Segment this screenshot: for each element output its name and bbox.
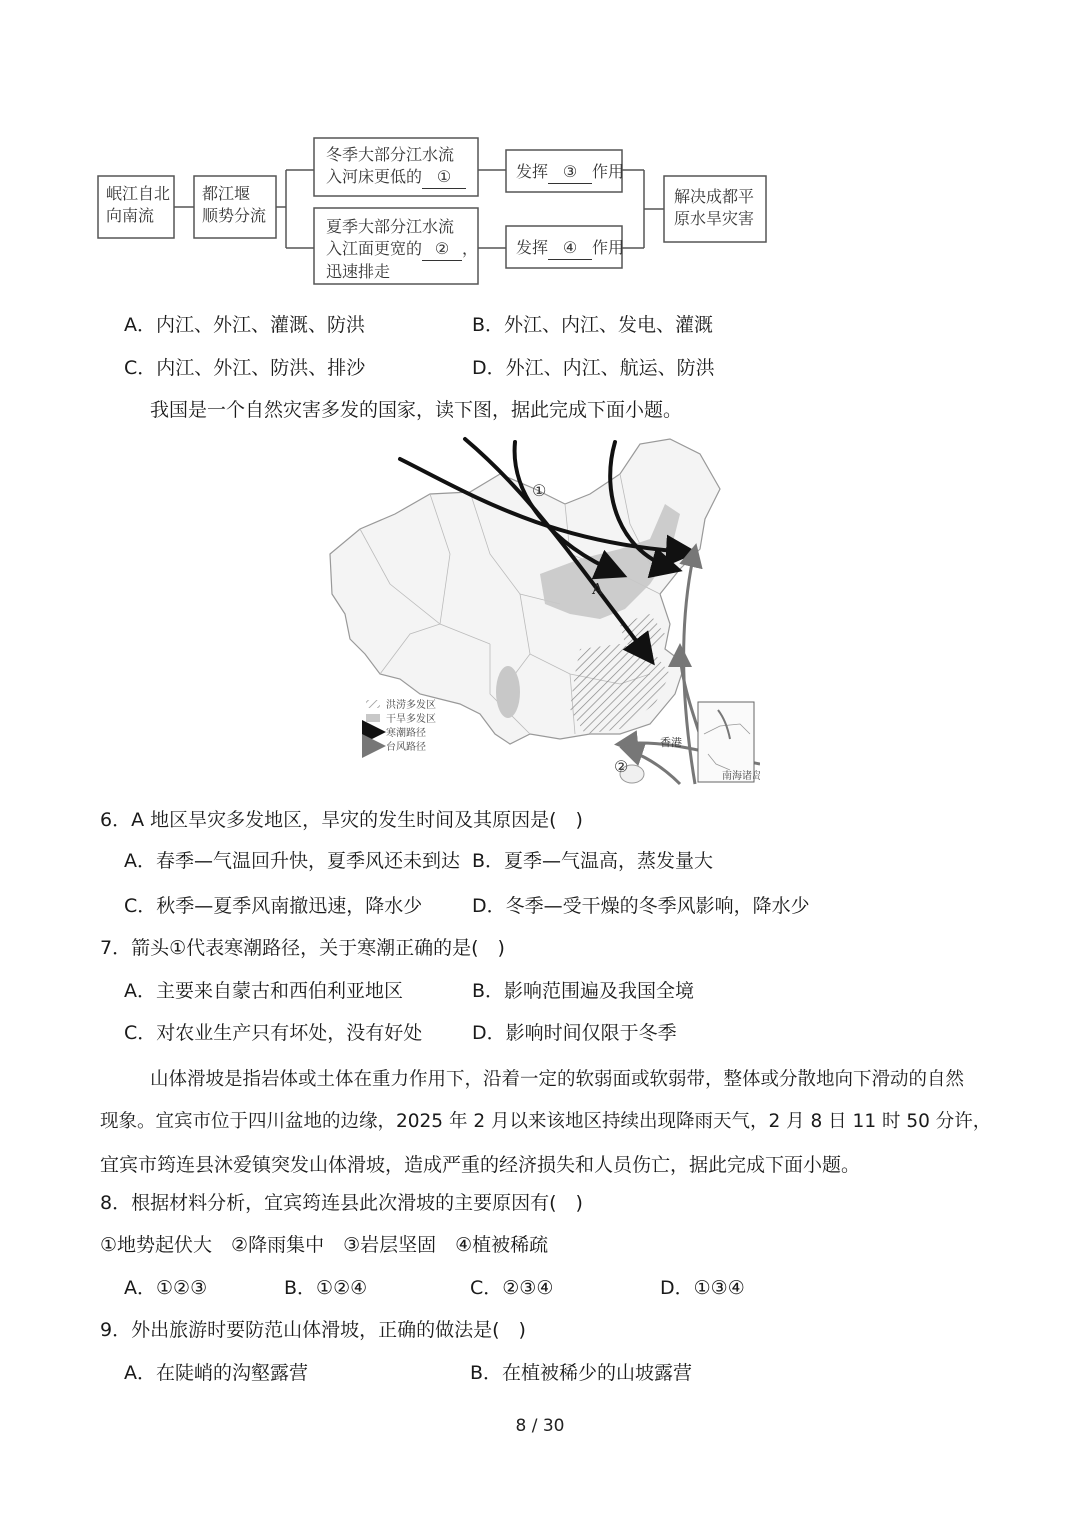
- page-number: 8 / 30: [515, 1416, 565, 1436]
- q9-option-a[interactable]: A．在陡峭的沟壑露营: [124, 1362, 308, 1384]
- landslide-intro-line-1: 山体滑坡是指岩体或土体在重力作用下，沿着一定的软弱面或软弱带，整体或分散地向下滑动的自然: [150, 1069, 965, 1090]
- inset-label: 南海诸岛: [722, 771, 760, 782]
- q7-option-a[interactable]: A．主要来自蒙古和西伯利亚地区: [124, 980, 403, 1002]
- box-winter: 冬季大部分江水流 入河床更低的 ①: [326, 144, 466, 189]
- south-china-sea-inset: [698, 702, 754, 782]
- q8-option-b[interactable]: B．①②④: [284, 1277, 368, 1299]
- map-legend: [364, 698, 436, 753]
- map-figure: [320, 434, 760, 790]
- q8-stem: 8．根据材料分析，宜宾筠连县此次滑坡的主要原因有( ): [100, 1192, 583, 1214]
- q5-option-a[interactable]: A．内江、外江、灌溉、防洪: [124, 314, 365, 336]
- box-result: 解决成都平 原水旱灾害: [674, 187, 755, 228]
- q9-stem: 9．外出旅游时要防范山体滑坡，正确的做法是( ): [100, 1319, 526, 1341]
- q5-option-d[interactable]: D．外江、内江、航运、防洪: [472, 357, 715, 379]
- label-2: ②: [614, 757, 629, 776]
- q5-option-b[interactable]: B．外江、内江、发电、灌溉: [472, 314, 714, 336]
- box-summer: 夏季大部分江水流 入江面更宽的 ② ， 迅速排走: [326, 217, 479, 281]
- blank-1: ①: [422, 166, 466, 189]
- legend-cold-wave: 寒潮路径: [386, 728, 426, 739]
- q7-option-b[interactable]: B．影响范围遍及我国全境: [472, 980, 695, 1002]
- legend-typhoon: 台风路径: [386, 742, 426, 753]
- box-start: 岷江自北 向南流: [106, 184, 171, 225]
- box-effect-4: 发挥 ④ 作用: [516, 237, 624, 260]
- flood-area-south: [570, 644, 670, 734]
- box-split: 都江堰 顺势分流: [202, 184, 267, 225]
- label-hongkong: 香港: [660, 736, 682, 749]
- china-disaster-map: [320, 434, 760, 790]
- q7-option-c[interactable]: C．对农业生产只有坏处，没有好处: [124, 1022, 423, 1044]
- q7-stem: 7．箭头①代表寒潮路径，关于寒潮正确的是( ): [100, 937, 505, 959]
- dujiangyan-flowchart: [96, 136, 768, 296]
- blank-3: ③: [548, 161, 592, 184]
- label-1: ①: [532, 481, 547, 500]
- blank-2: ②: [422, 238, 462, 261]
- q8-items: ①地势起伏大 ②降雨集中 ③岩层坚固 ④植被稀疏: [100, 1234, 549, 1256]
- legend-flood: 洪涝多发区: [386, 700, 436, 711]
- disaster-intro: 我国是一个自然灾害多发的国家，读下图，据此完成下面小题。: [150, 399, 683, 421]
- q8-option-c[interactable]: C．②③④: [470, 1277, 554, 1299]
- box-effect-3: 发挥 ③ 作用: [516, 161, 624, 184]
- landslide-intro-line-3: 宜宾市筠连县沐爱镇突发山体滑坡，造成严重的经济损失和人员伤亡，据此完成下面小题。: [100, 1154, 861, 1176]
- blank-4: ④: [548, 237, 592, 260]
- label-A: A: [592, 580, 603, 598]
- q7-option-d[interactable]: D．影响时间仅限于冬季: [472, 1022, 677, 1044]
- landslide-intro-line-2: 现象。宜宾市位于四川盆地的边缘，2025 年 2 月以来该地区持续出现降雨天气，2 月 8 日 11 时 50 分许，: [100, 1111, 992, 1132]
- q6-option-b[interactable]: B．夏季—气温高，蒸发量大: [472, 850, 714, 872]
- q6-option-d[interactable]: D．冬季—受干燥的冬季风影响，降水少: [472, 895, 810, 917]
- q5-option-c[interactable]: C．内江、外江、防洪、排沙: [124, 357, 366, 379]
- q6-stem: 6．A 地区旱灾多发地区，旱灾的发生时间及其原因是( ): [100, 809, 583, 831]
- legend-drought: 干旱多发区: [386, 714, 436, 725]
- q8-option-a[interactable]: A．①②③: [124, 1277, 208, 1299]
- q9-option-b[interactable]: B．在植被稀少的山坡露营: [470, 1362, 693, 1384]
- drought-area-southwest: [496, 666, 520, 718]
- q6-option-a[interactable]: A．春季—气温回升快，夏季风还未到达: [124, 850, 460, 872]
- china-outline: [330, 439, 720, 744]
- q8-option-d[interactable]: D．①③④: [660, 1277, 745, 1299]
- q6-option-c[interactable]: C．秋季—夏季风南撤迅速，降水少: [124, 895, 423, 917]
